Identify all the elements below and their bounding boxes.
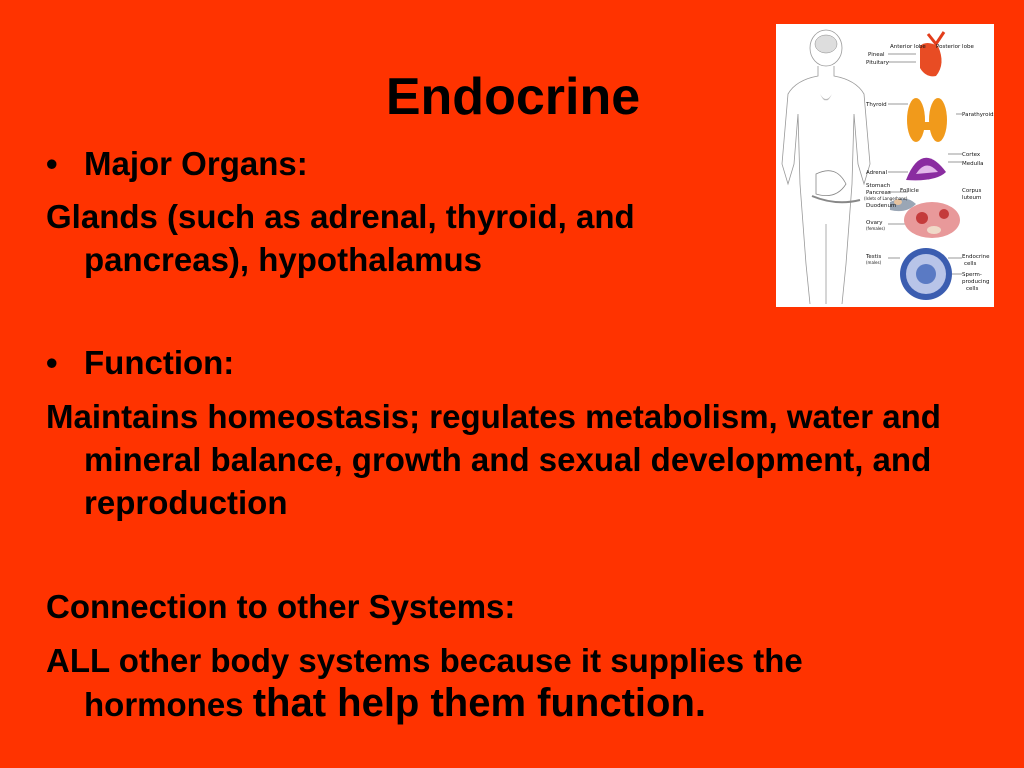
bullet-marker: • [46, 344, 58, 381]
connection-heading: Connection to other Systems: [46, 588, 516, 625]
pituitary-icon [920, 32, 944, 76]
label-duodenum: Duodenum [866, 203, 897, 209]
thyroid-small-icon [820, 94, 832, 100]
label-ovary: Ovary [866, 220, 883, 226]
label-pineal: Pineal [868, 52, 885, 58]
endocrine-glands-figure [776, 24, 994, 307]
bullet-function [46, 342, 234, 384]
label-luteum: luteum [962, 195, 982, 201]
label-endocrine: Endocrine [962, 254, 990, 260]
label-islets: (Islets of Langerhans) [864, 196, 908, 201]
label-pituitary: Pituitary [866, 60, 889, 66]
major-organs-text: Glands (such as adrenal, thyroid, and pancreas), hypothalamus [46, 198, 635, 278]
bullet-major-organs [46, 143, 308, 185]
label-pancreas: Pancreas [866, 190, 891, 196]
bullet-marker: • [46, 145, 58, 182]
brain-icon [815, 35, 837, 53]
label-cortex: Cortex [962, 152, 981, 158]
slide-title: Endocrine [385, 68, 641, 126]
function-heading: Function: [84, 344, 235, 381]
connection-text [46, 639, 964, 726]
label-producing: producing [962, 279, 990, 285]
function-text: Maintains homeostasis; regulates metabolism, water and mineral balance, growth and sexual development, and reproduction [46, 398, 941, 521]
label-stomach: Stomach [866, 183, 891, 189]
major-organs-heading: Major Organs: [84, 145, 308, 182]
testis-icon [900, 248, 952, 300]
label-corpus: Corpus [962, 188, 982, 194]
label-medulla: Medulla [962, 161, 984, 167]
label-females: (females) [866, 226, 885, 231]
human-body-outline [782, 30, 870, 304]
pancreas-small-icon [812, 196, 860, 202]
label-parathyroids: Parathyroids [962, 112, 994, 118]
ovary-icon [904, 202, 960, 238]
label-sperm: Sperm- [962, 272, 982, 278]
endocrine-diagram-illustration [776, 24, 994, 307]
thyroid-icon [907, 98, 947, 142]
stomach-icon [816, 171, 846, 196]
label-cells: cells [964, 261, 977, 267]
label-cells-2: cells [966, 286, 979, 292]
connection-text-part1: ALL other body systems because it supplies the hormones [46, 642, 803, 723]
label-anterior-lobe: Anterior lobe [890, 44, 926, 50]
label-follicle: Follicle [900, 188, 919, 194]
adrenal-icon [906, 158, 946, 181]
label-adrenal: Adrenal [866, 170, 888, 176]
connection-text-part2: that help them function. [252, 681, 707, 725]
label-thyroid: Thyroid [866, 102, 887, 108]
label-posterior-lobe: Posterior lobe [936, 44, 974, 50]
label-males: (males) [866, 260, 882, 265]
label-testis: Testis [866, 254, 882, 260]
